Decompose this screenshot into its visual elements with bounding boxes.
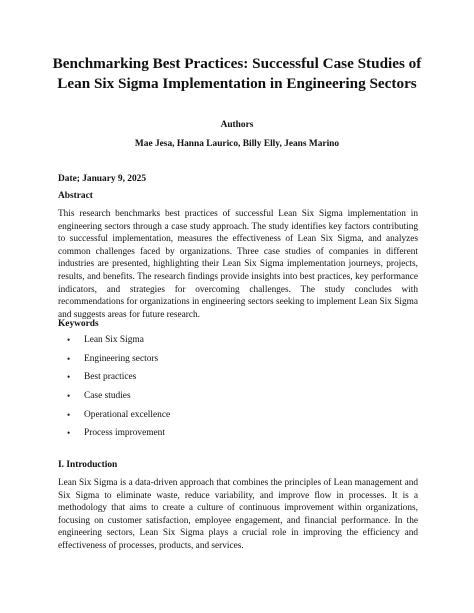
bullet-icon: • bbox=[67, 353, 71, 364]
paper-title: Benchmarking Best Practices: Successful Case Studies of Lean Six Sigma Implementation in Engineering Sectors bbox=[52, 55, 422, 92]
bullet-icon: • bbox=[67, 428, 71, 439]
keyword-item bbox=[58, 371, 170, 390]
keywords-list bbox=[58, 334, 170, 446]
keyword-label: Engineering sectors bbox=[84, 353, 159, 364]
abstract-body: This research benchmarks best practices of successful Lean Six Sigma implementation in engineering sectors through a case study approach. The study identifies key factors contributing to successful implementation, measures the effectiveness of Lean Six Sigma, and analyzes common challenges faced by organizations. Three case studies of companies in different industries are presented, highlighting their Lean Six Sigma implementation journeys, projects, results, and benefits. The research findings provide insights into best practices, key performance indicators, and strategies for overcoming challenges. The study concludes with recommendations for organizations in engineering sectors seeking to implement Lean Six Sigma and suggests areas for future research. bbox=[58, 209, 418, 320]
keyword-item bbox=[58, 390, 170, 409]
bullet-icon: • bbox=[67, 372, 71, 383]
keyword-item bbox=[58, 353, 170, 372]
abstract-heading: Abstract bbox=[58, 191, 93, 201]
introduction-heading: I. Introduction bbox=[58, 460, 118, 470]
date-line: Date; January 9, 2025 bbox=[58, 174, 147, 184]
keyword-label: Case studies bbox=[84, 391, 131, 402]
keyword-label: Lean Six Sigma bbox=[84, 335, 144, 345]
keyword-label: Best practices bbox=[84, 372, 137, 383]
keyword-item bbox=[58, 427, 170, 446]
authors-heading: Authors bbox=[220, 120, 254, 130]
keywords-heading: Keywords bbox=[58, 319, 99, 329]
bullet-icon: • bbox=[67, 335, 71, 345]
keyword-label: Process improvement bbox=[84, 428, 165, 439]
keyword-label: Operational excellence bbox=[84, 409, 171, 420]
author-names: Mae Jesa, Hanna Laurico, Billy Elly, Jeans Marino bbox=[134, 139, 340, 149]
keyword-item bbox=[58, 334, 170, 353]
introduction-body: Lean Six Sigma is a data-driven approach that combines the principles of Lean management and Six Sigma to eliminate waste, reduce variability, and improve flow in processes. It is a methodology that aims to create a culture of continuous improvement within organizations, focusing on customer satisfaction, employee engagement, and financial performance. In the engineering sectors, Lean Six Sigma plays a crucial role in improving the efficiency and effectiveness of processes, products, and services. bbox=[58, 478, 418, 551]
bullet-icon: • bbox=[67, 391, 71, 402]
bullet-icon: • bbox=[67, 409, 71, 420]
keyword-item bbox=[58, 409, 170, 428]
